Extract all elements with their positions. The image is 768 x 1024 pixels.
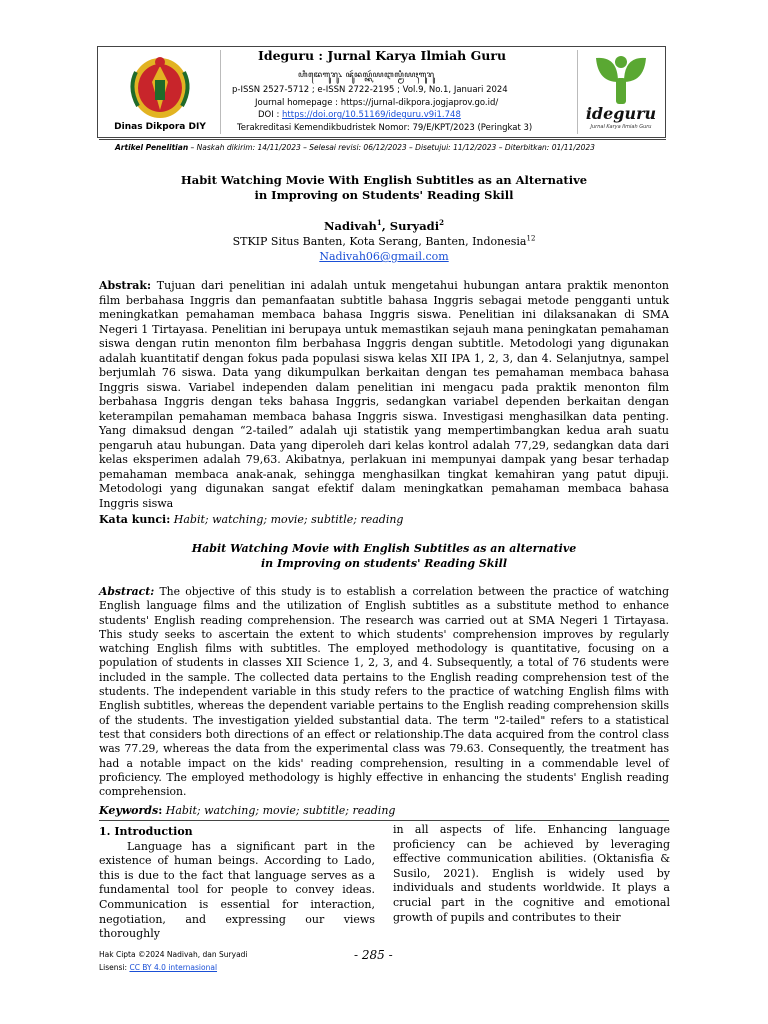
title-en-line-1: Habit Watching Movie with English Subtitles as an alternative	[191, 542, 577, 555]
article-title-en	[98, 542, 670, 571]
license-link[interactable]: CC BY 4.0 internasional	[129, 963, 218, 972]
right-logo-tagline: Jurnal Karya Ilmiah Guru	[590, 124, 652, 130]
abstract-en	[99, 585, 669, 799]
title-line-2: in Improving on Students' Reading Skill	[254, 188, 514, 202]
keywords-id	[99, 513, 403, 526]
dinas-dikpora-logo	[100, 50, 221, 134]
doi-label: DOI :	[258, 110, 283, 120]
affiliation-sup: 12	[526, 234, 536, 243]
journal-title: Ideguru : Jurnal Karya Ilmiah Guru	[258, 48, 507, 63]
author-1: Nadivah	[324, 219, 377, 233]
abstract-en-text: The objective of this study is to establish a correlation between the practice of watching English language films and the utilization of English subtitles as a substitute method to enhance students' English reading comprehension. The research was carried out at SMA Negeri 1 Tirtayasa. This study seeks to ascertain the extent to which students' comprehension improves by regularly watching English films with subtitles. The employed methodology is quantitative, focusing on a population of students in classes XII Science 1, 2, 3, and 4. Subsequently, a total of 76 students were included in the sample. The collected data pertains to the English reading comprehension test of the students. The independent variable in this study refers to the practice of watching English films with English subtitles, whereas the dependent variable pertains to the English reading comprehension skills of the students. The investigation yielded substantial data. The term "2-tailed" refers to a statistical test that considers both directions of an effect or relationship.The data acquired from the control class was 77.29, whereas the data from the experimental class was 79.63. Consequently, the treatment has had a notable impact on the kids' reading comprehension, resulting in a commendable level of proficiency. The employed methodology is highly effective in enhancing the students' English reading comprehension.	[99, 585, 669, 799]
header-divider	[99, 139, 666, 140]
body-left-paragraph: Language has a significant part in the existence of human beings. According to Lado, this is due to the fact that language serves as a fundamental tool for people to convey ideas. Communication is essential for interaction, negotiation, and expressing our views thoroughly	[99, 839, 375, 941]
abstract-divider	[99, 820, 669, 821]
abstract-id	[99, 279, 669, 511]
dikpora-emblem-icon	[122, 52, 198, 122]
abstract-en-label: Abstract:	[99, 585, 155, 598]
article-type: Artikel Penelitian	[115, 143, 189, 152]
abstract-id-label: Abstrak:	[99, 279, 152, 292]
author-list	[98, 219, 670, 233]
footer-license	[99, 963, 217, 972]
article-title-id	[98, 173, 670, 203]
doi-line	[258, 110, 461, 120]
issn-line: p-ISSN 2527-5712 ; e-ISSN 2722-2195 ; Vol.9, No.1, Januari 2024	[232, 85, 508, 95]
email-link[interactable]: Nadivah06@gmail.com	[319, 250, 449, 263]
journal-homepage[interactable]: Journal homepage : https://jurnal-dikpora.jogjaprov.go.id/	[255, 98, 499, 108]
author-2: Suryadi	[389, 219, 440, 233]
doi-link[interactable]: https://doi.org/10.51169/ideguru.v9i1.748	[282, 110, 461, 120]
abstract-id-text: Tujuan dari penelitian ini adalah untuk mengetahui hubungan antara praktik menonton film berbahasa Inggris dan pemanfaatan subtitle bahasa Inggris sebagai metode pengganti untuk meningkatkan pemahaman membaca bahasa Inggris siswa. Penelitian ini dilaksanakan di SMA Negeri 1 Tirtayasa. Penelitian ini berupaya untuk memastikan sejauh mana peningkatan pemahaman siswa dengan rutin menonton film berbahasa Inggris dengan subtitle. Metodologi yang digunakan adalah kuantitatif dengan fokus pada populasi siswa kelas XII IPA 1, 2, 3, dan 4. Selanjutnya, sampel berjumlah 76 siswa. Data yang dikumpulkan berkaitan dengan tes pemahaman membaca bahasa Inggris siswa. Variabel independen dalam penelitian ini mengacu pada praktik menonton film berbahasa Inggris dengan teks bahasa Inggris, sedangkan variabel dependen berkaitan dengan keterampilan pemahaman membaca bahasa Inggris siswa. Investigasi menghasilkan data penting. Yang dimaksud dengan “2-tailed” adalah uji statistik yang mempertimbangkan kedua arah suatu pengaruh atau hubungan. Data yang diperoleh dari kelas kontrol adalah 77,29, sedangkan data dari kelas eksperimen adalah 79,63. Akibatnya, perlakuan ini mempunyai dampak yang besar terhadap pemahaman membaca anak-anak, sehingga menghasilkan tingkat kemahiran yang patut dipuji. Metodologi yang digunakan sangat efektif dalam meningkatkan pemahaman membaca bahasa Inggris siswa	[99, 279, 669, 510]
title-line-1: Habit Watching Movie With English Subtitles as an Alternative	[180, 173, 588, 187]
keywords-id-text: Habit; watching; movie; subtitle; reading	[170, 513, 404, 526]
keywords-en-label: Keywords	[99, 804, 159, 817]
author-2-sup: 2	[439, 218, 444, 228]
footer-copyright: Hak Cipta ©2024 Nadivah, dan Suryadi	[99, 950, 248, 959]
keywords-id-label: Kata kunci:	[99, 513, 171, 526]
right-logo-word: ideguru	[585, 104, 657, 123]
article-meta	[115, 143, 595, 152]
affiliation	[98, 235, 670, 248]
license-label: Lisensi:	[99, 963, 130, 972]
left-logo-caption: Dinas Dikpora DIY	[114, 122, 206, 132]
accreditation-line: Terakreditasi Kemendikbudristek Nomor: 79/E/KPT/2023 (Peringkat 3)	[237, 123, 533, 133]
page-number: - 285 -	[354, 948, 393, 962]
title-en-line-2: in Improving on students' Reading Skill	[260, 556, 508, 570]
keywords-en	[99, 804, 395, 817]
ideguru-logo	[577, 50, 664, 134]
author-1-sup: 1	[376, 218, 382, 228]
javanese-script-line: ꦲꦶꦢꦺꦒꦸꦫꦸ꧈ ꦗꦸꦂꦤꦭ꧀ꦏꦂꦪꦆꦭ꧀ꦩꦶꦪꦃꦒꦸꦫꦸ	[298, 70, 435, 79]
body-column-right	[393, 823, 670, 925]
author-email	[98, 250, 670, 263]
keywords-en-text: Habit; watching; movie; subtitle; reading	[162, 804, 396, 817]
article-dates: – Naskah dikirim: 14/11/2023 – Selesai revisi: 06/12/2023 – Disetujui: 11/12/2023 – Diterbitkan: 01/11/2023	[188, 143, 595, 152]
body-right-paragraph: in all aspects of life. Enhancing language proficiency can be achieved by leveraging effective communication abilities. (Oktanisfia & Susilo, 2021). English is widely used by individuals and students worldwide. It plays a crucial part in the cognitive and emotional growth of pupils and contributes to their	[393, 823, 670, 924]
keywords-en-colon: :	[158, 804, 163, 817]
body-column-left	[99, 825, 375, 942]
affiliation-text: STKIP Situs Banten, Kota Serang, Banten, Indonesia	[232, 235, 527, 248]
ideguru-leaf-icon	[588, 52, 654, 106]
section-1-heading: 1. Introduction	[99, 825, 193, 838]
author-sep: ,	[381, 219, 390, 233]
